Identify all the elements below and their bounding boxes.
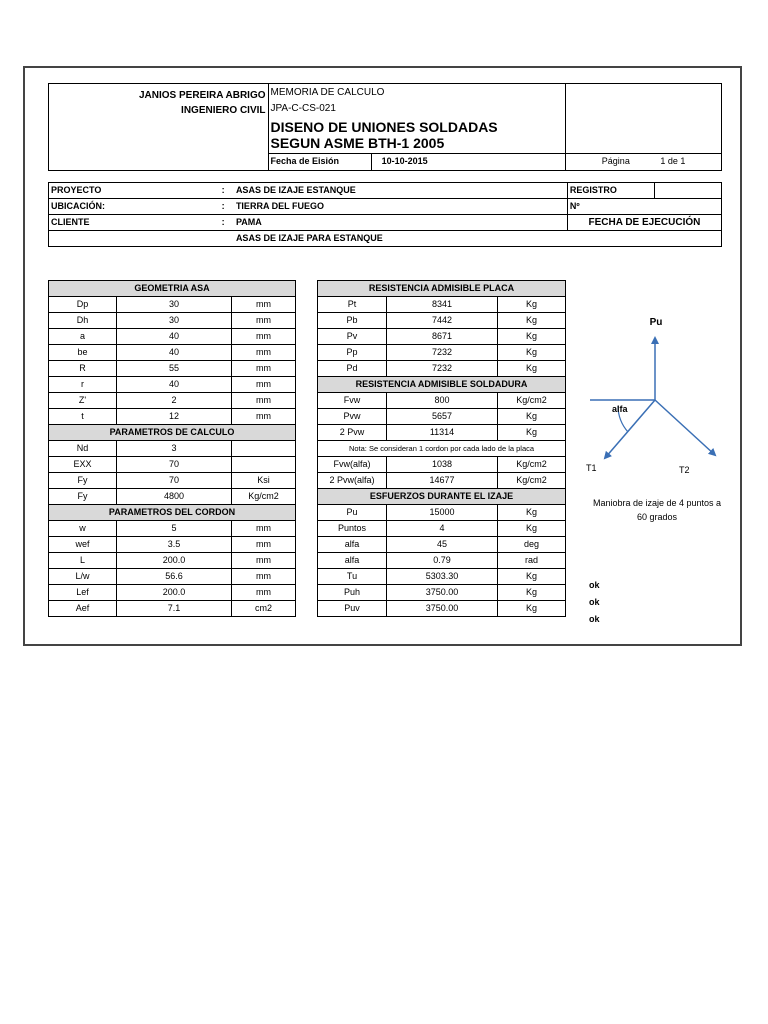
table-row: alfa 45 deg xyxy=(318,537,566,553)
location-label: UBICACIÓN: xyxy=(49,199,220,215)
geometry-title: GEOMETRIA ASA xyxy=(49,281,296,297)
table-row: 2 Pvw(alfa) 14677 Kg/cm2 xyxy=(318,473,566,489)
table-row: Fvw 800 Kg/cm2 xyxy=(318,393,566,409)
table-row: Lef 200.0 mm xyxy=(49,585,296,601)
table-row: w 5 mm xyxy=(49,521,296,537)
client-value: PAMA xyxy=(234,215,567,231)
description: ASAS DE IZAJE PARA ESTANQUE xyxy=(234,231,722,247)
t1-label: T1 xyxy=(586,463,597,473)
doc-title xyxy=(268,116,566,153)
table-row: L/w 56.6 mm xyxy=(49,569,296,585)
issue-label: Fecha de Eisión xyxy=(268,153,371,170)
table-row: be 40 mm xyxy=(49,345,296,361)
table-row: L 200.0 mm xyxy=(49,553,296,569)
project-label: PROYECTO xyxy=(49,183,220,199)
table-row: Nd 3 xyxy=(49,441,296,457)
table-row: Fvw(alfa) 1038 Kg/cm2 xyxy=(318,457,566,473)
table-row: Pt 8341 Kg xyxy=(318,297,566,313)
t2-label: T2 xyxy=(679,465,690,475)
lift-forces-title: ESFUERZOS DURANTE EL IZAJE xyxy=(318,489,566,505)
table-row: Puv 3750.00 Kg xyxy=(318,601,566,617)
table-row: Pu 15000 Kg xyxy=(318,505,566,521)
doc-code: JPA-C-CS-021 xyxy=(268,100,566,116)
table-row: Fy 70 Ksi xyxy=(49,473,296,489)
numero-label: Nº xyxy=(567,199,721,215)
page-info xyxy=(566,153,722,170)
calc-params-title: PARAMETROS DE CALCULO xyxy=(49,425,296,441)
doc-type: MEMORIA DE CALCULO xyxy=(268,84,566,101)
diagram-caption-2: 60 grados xyxy=(636,512,678,522)
table-row: Puntos 4 Kg xyxy=(318,521,566,537)
table-row: Dp 30 mm xyxy=(49,297,296,313)
table-row: a 40 mm xyxy=(49,329,296,345)
title-line-2: SEGUN ASME BTH-1 2005 xyxy=(270,134,445,151)
alfa-label: alfa xyxy=(612,404,628,414)
weld-resistance-title: RESISTENCIA ADMISIBLE SOLDADURA xyxy=(318,377,566,393)
author-title: INGENIERO CIVIL xyxy=(181,105,266,116)
client-label: CLIENTE xyxy=(49,215,220,231)
bead-params-title: PARAMETROS DEL CORDON xyxy=(49,505,296,521)
resistance-table xyxy=(317,280,566,617)
table-row: Aef 7.1 cm2 xyxy=(49,601,296,617)
author-name: JANIOS PEREIRA ABRIGO xyxy=(139,90,266,101)
registro-value xyxy=(655,183,722,199)
project-sep: : xyxy=(220,183,234,199)
pu-label: Pu xyxy=(649,317,663,328)
table-row: R 55 mm xyxy=(49,361,296,377)
geometry-table xyxy=(48,280,296,617)
table-row: r 40 mm xyxy=(49,377,296,393)
table-row: Z' 2 mm xyxy=(49,393,296,409)
table-row: Pd 7232 Kg xyxy=(318,361,566,377)
check-tu: ok xyxy=(589,580,600,590)
table-row: Pv 8671 Kg xyxy=(318,329,566,345)
table-row: Fy 4800 Kg/cm2 xyxy=(49,489,296,505)
table-row: Pb 7442 Kg xyxy=(318,313,566,329)
table-row: t 12 mm xyxy=(49,409,296,425)
title-line-1: DISENO DE UNIONES SOLDADAS xyxy=(270,118,498,135)
project-value: ASAS DE IZAJE ESTANQUE xyxy=(234,183,567,199)
project-block xyxy=(48,182,722,247)
table-row: Tu 5303.30 Kg xyxy=(318,569,566,585)
execution-label: FECHA DE EJECUCIÓN xyxy=(567,215,721,231)
blank-cell xyxy=(566,84,722,154)
table-row: alfa 0.79 rad xyxy=(318,553,566,569)
diagram-caption-1: Maniobra de izaje de 4 puntos a xyxy=(592,498,722,508)
table-row: Dh 30 mm xyxy=(49,313,296,329)
calculation-sheet xyxy=(23,66,742,646)
t2-arrow xyxy=(655,400,715,455)
author-cell xyxy=(49,84,269,171)
table-row: Puh 3750.00 Kg xyxy=(318,585,566,601)
issue-date: 10-10-2015 xyxy=(371,153,566,170)
location-value: TIERRA DEL FUEGO xyxy=(234,199,567,215)
page-value: 1 de 1 xyxy=(660,156,686,167)
location-sep: : xyxy=(220,199,234,215)
table-row: 2 Pvw 11314 Kg xyxy=(318,425,566,441)
page-label: Página xyxy=(601,156,630,167)
registro-label: REGISTRO xyxy=(567,183,654,199)
lifting-force-diagram xyxy=(570,308,742,548)
table-row: EXX 70 xyxy=(49,457,296,473)
description-spacer xyxy=(49,231,234,247)
table-row: Pvw 5657 Kg xyxy=(318,409,566,425)
title-block xyxy=(48,83,722,171)
plate-resistance-title: RESISTENCIA ADMISIBLE PLACA xyxy=(318,281,566,297)
table-row: wef 3.5 mm xyxy=(49,537,296,553)
check-puv: ok xyxy=(589,614,600,624)
client-sep: : xyxy=(220,215,234,231)
weld-note: Nota: Se consideran 1 cordon por cada lado de la placa xyxy=(318,441,566,457)
table-row: Pp 7232 Kg xyxy=(318,345,566,361)
check-puh: ok xyxy=(589,597,600,607)
